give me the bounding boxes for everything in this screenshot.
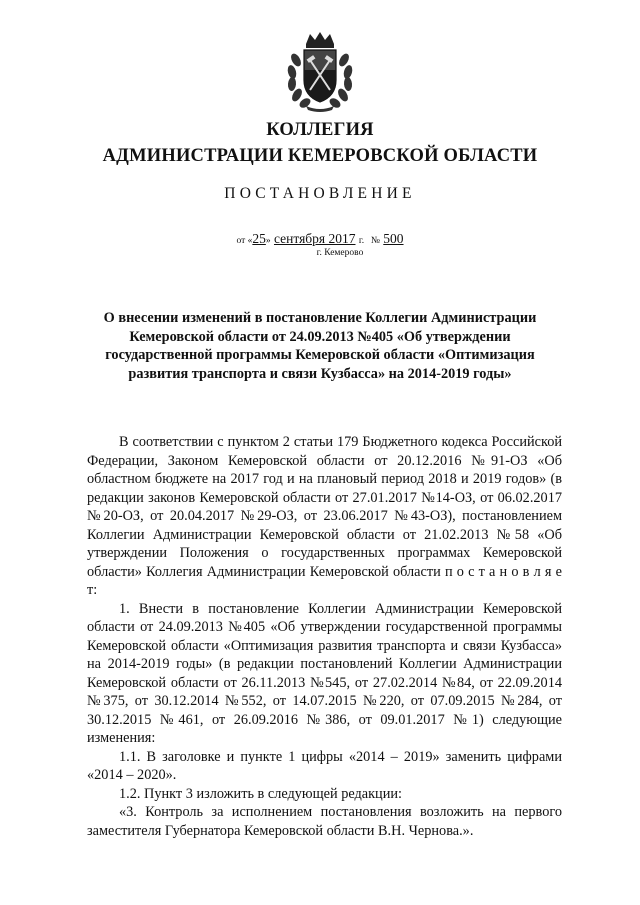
org-name-line-1: КОЛЛЕГИЯ: [266, 120, 374, 140]
date-line: [0, 231, 640, 247]
coat-of-arms-emblem: [282, 30, 358, 112]
org-name-line-2: АДМИНИСТРАЦИИ КЕМЕРОВСКОЙ ОБЛАСТИ: [102, 146, 538, 166]
paragraph-item-1: 1. Внести в постановление Коллегии Администрации Кемеровской области от 24.09.2013 №405 «Об утверждении государственной программы Кемеровской области «Оптимизация развития транспорта и связи Кузбасса» на 2014-2019 годы» (в редакции постановлений Коллегии Администрации Кемеровской области от 26.11.2013 №545, от 27.02.2014 №84, от 22.09.2014 №375, от 30.12.2014 №552, от 14.07.2015 №220, от 07.09.2015 №284, от 30.12.2015 №461, от 26.09.2016 №386, от 09.01.2017 №1) следующие изменения:: [87, 600, 562, 746]
paragraph-quote-item-3: «3. Контроль за исполнением постановления возложить на первого заместителя Губернатора Кемеровской области В.Н. Чернова.».: [87, 804, 562, 839]
city-name: г. Кемерово: [316, 248, 364, 258]
paragraph-item-1-2: 1.2. Пункт 3 изложить в следующей редакции:: [119, 785, 402, 802]
number-sign: №: [370, 236, 380, 246]
date-prefix: от «: [236, 236, 253, 246]
date-month-year: сентября 2017: [273, 231, 356, 246]
date-quote-close: »: [265, 236, 271, 246]
document-number: 500: [383, 231, 404, 246]
paragraph-item-1-1: 1.1. В заголовке и пункте 1 цифры «2014 – 2019» заменить цифрами «2014 – 2020».: [87, 748, 562, 783]
document-body: [87, 433, 562, 840]
date-day: 25: [252, 231, 266, 246]
paragraph-preamble: В соответствии с пунктом 2 статьи 179 Бюджетного кодекса Российской Федерации, Законом Кемеровской области от 20.12.2016 №91-ОЗ «Об областном бюджете на 2017 год и на плановый период 2018 и 2019 годов» (в редакции законов Кемеровской области от 27.01.2017 №14-ОЗ, от 06.02.2017 №20-ОЗ, от 20.04.2017 №29-ОЗ, от 23.06.2017 №43-ОЗ), постановлением Коллегии Администрации Кемеровской области от 21.02.2013 №58 «Об утверждении Положения о государственных программах Кемеровской области» Коллегия Администрации Кемеровской области п о с т а н о в л я е т:: [87, 434, 562, 598]
document-type: ПОСТАНОВЛЕНИЕ: [224, 185, 416, 202]
date-year-suffix: г.: [358, 236, 365, 246]
document-title: О внесении изменений в постановление Коллегии Администрации Кемеровской области от 24.09.2013 №405 «Об утверждении государственной программы Кемеровской области «Оптимизация развития транспорта и связи Кузбасса» на 2014-2019 годы»: [103, 310, 537, 382]
